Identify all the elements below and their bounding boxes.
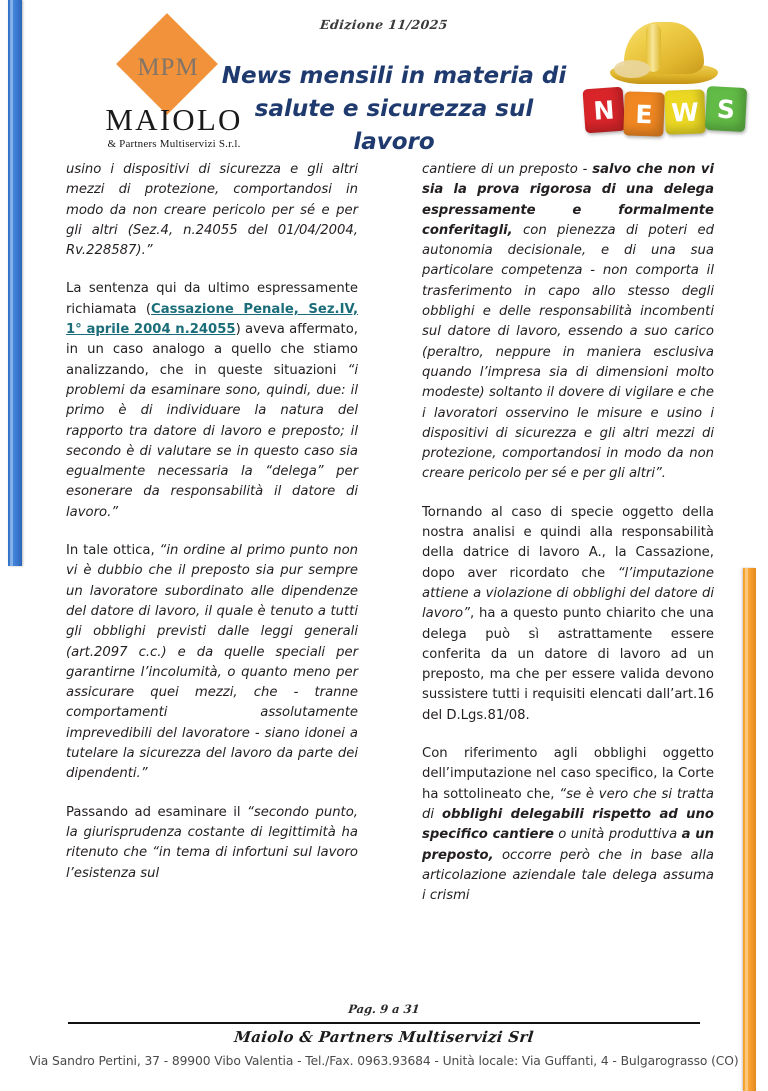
paragraph-right-1-part2: con pienezza di poteri ed autonomia decisionale, e di una sua particolare competenza - non comporta il trasferimento in capo allo stesso degli obblighi e delle responsabilità incombenti sul datore di lavoro, essendo a suo carico (peraltro, neppure in maniera esclusiva quando l’impresa sia di dimensioni molto modeste) soltanto il dovere di vigilare e che i lavoratori osservino le misure e usino i dispositivi di sicurezza e gli altri mezzi di protezione, comportandosi in modo da non creare pericolo per sé e per gli altri”. [422,222,714,482]
paragraph-right-3-bold2: a un preposto, [422,827,714,863]
hard-hat-brim-highlight [614,60,650,78]
page-footer [0,1002,768,1091]
page-title [214,60,574,159]
logo-company-subtitle: & Partners Multiservizi S.r.l. [107,138,241,150]
paragraph-right-2-part2: , ha a questo punto chiarito che una delega può sì astrattamente essere conferita da un datore di lavoro ad un preposto, ma che per essere valida devono sussistere tutti i requisiti elencati dall’art.16 del D.Lgs.81/08. [422,606,714,723]
header-artwork [576,20,754,152]
paragraph-left-4 [66,803,358,884]
article-body [0,160,768,1000]
paragraph-left-3-quote: “in ordine al primo punto non vi è dubbio che il preposto sia pur sempre un lavoratore subordinato alle dipendenze del datore di lavoro, il quale è tenuto a tutti gli obblighi previsti dalle leggi generali (art.2097 c.c.) e da quelle speciali per garantirne l’incolumità, o quanto meno per assicurare quei mezzi, che - tranne comportamenti assolutamente imprevedibili del lavoratore - siano idonei a tutelare la sicurezza del lavoro da parte dei dipendenti.” [66,543,358,782]
page-header [0,0,768,158]
column-left [66,160,358,902]
footer-divider [68,1022,700,1024]
paragraph-right-2-quote: “l’imputazione attiene a violazione di obblighi del datore di lavoro” [422,565,714,622]
paragraph-left-2-lead: La sentenza qui da ultimo espressamente richiamata ( [66,281,358,317]
news-cube-s: S [705,86,747,132]
paragraph-left-2 [66,279,358,523]
page-title-line-2: salute e sicurezza sul lavoro [254,96,534,155]
paragraph-right-3-part1: Con riferimento agli obblighi oggetto dell’imputazione nel caso specifico, la Corte ha sottolineato che, [422,746,714,802]
paragraph-left-2-quote: “i problemi da esaminare sono, quindi, due: il primo è di individuare la natura del rapporto tra datore di lavoro e preposto; il secondo è di valutare se in questo caso sia egualmente necessaria la “delega” per esonerare da responsabilità il datore di lavoro.” [66,362,358,520]
paragraph-left-1 [66,160,358,261]
paragraph-right-2 [422,503,714,726]
news-cube-w: W [664,89,706,134]
footer-company-name: Maiolo & Partners Multiservizi Srl [233,1028,535,1046]
paragraph-right-3 [422,744,714,906]
paragraph-right-3-quote3: occorre però che in base alla articolazione aziendale tale delega assuma i crismi [422,847,714,904]
page-number: Pag. 9 a 31 [347,1002,421,1016]
paragraph-left-1-text: usino i dispositivi di sicurezza e gli altri mezzi di protezione, comportandosi in modo da non creare pericolo per sé e per gli altri (Sez.4, n.24055 del 01/04/2004, Rv.228587).” [66,162,358,259]
footer-address: Via Sandro Pertini, 37 - 89900 Vibo Valentia - Tel./Fax. 0963.93684 - Unità locale: Via Guffanti, 4 - Bulgarograsso (CO) [29,1054,739,1068]
paragraph-right-3-quote2: o unità produttiva [553,827,682,843]
paragraph-right-1 [422,160,714,485]
news-cube-e: E [623,91,665,136]
news-cube-n: N [583,87,626,134]
paragraph-left-3-lead: In tale ottica, [66,543,160,559]
logo-monogram: MPM [137,54,199,81]
paragraph-right-1-part1: cantiere di un preposto - [422,162,593,177]
cassazione-penale-link[interactable]: Cassazione Penale, Sez.IV, 1° aprile 2004 n.24055 [66,301,358,338]
paragraph-left-2-after-link: ) aveva affermato, in un caso analogo a quello che stiamo analizzando, che in queste situazioni [66,322,358,378]
paragraph-right-2-part1: Tornando al caso di specie oggetto della nostra analisi e quindi alla responsabilità della datrice di lavoro A., la Cassazione, dopo aver ricordato che [422,504,714,581]
column-right [422,160,714,924]
paragraph-left-4-quote: “secondo punto, la giurisprudenza costante di legittimità ha ritenuto che “in tema di infortuni sul lavoro l’esistenza sul [66,804,358,881]
news-blocks-icon [584,82,750,144]
paragraph-right-3-quote1: “se è vero che si tratta di [422,786,714,822]
hard-hat-icon [610,20,718,84]
edition-label: Edizione 11/2025 [319,17,449,32]
paragraph-left-3 [66,541,358,785]
paragraph-left-4-lead: Passando ad esaminare il [66,804,248,820]
logo-company-name: MAIOLO [105,102,243,137]
paragraph-right-3-bold1: obblighi delegabili rispetto ad uno specifico cantiere [422,806,714,843]
page-title-line-1: News mensili in materia di [221,63,567,89]
paragraph-right-1-bold: salvo che non vi sia la prova rigorosa di una delega espressamente e formalmente conferitagli, [422,162,714,238]
